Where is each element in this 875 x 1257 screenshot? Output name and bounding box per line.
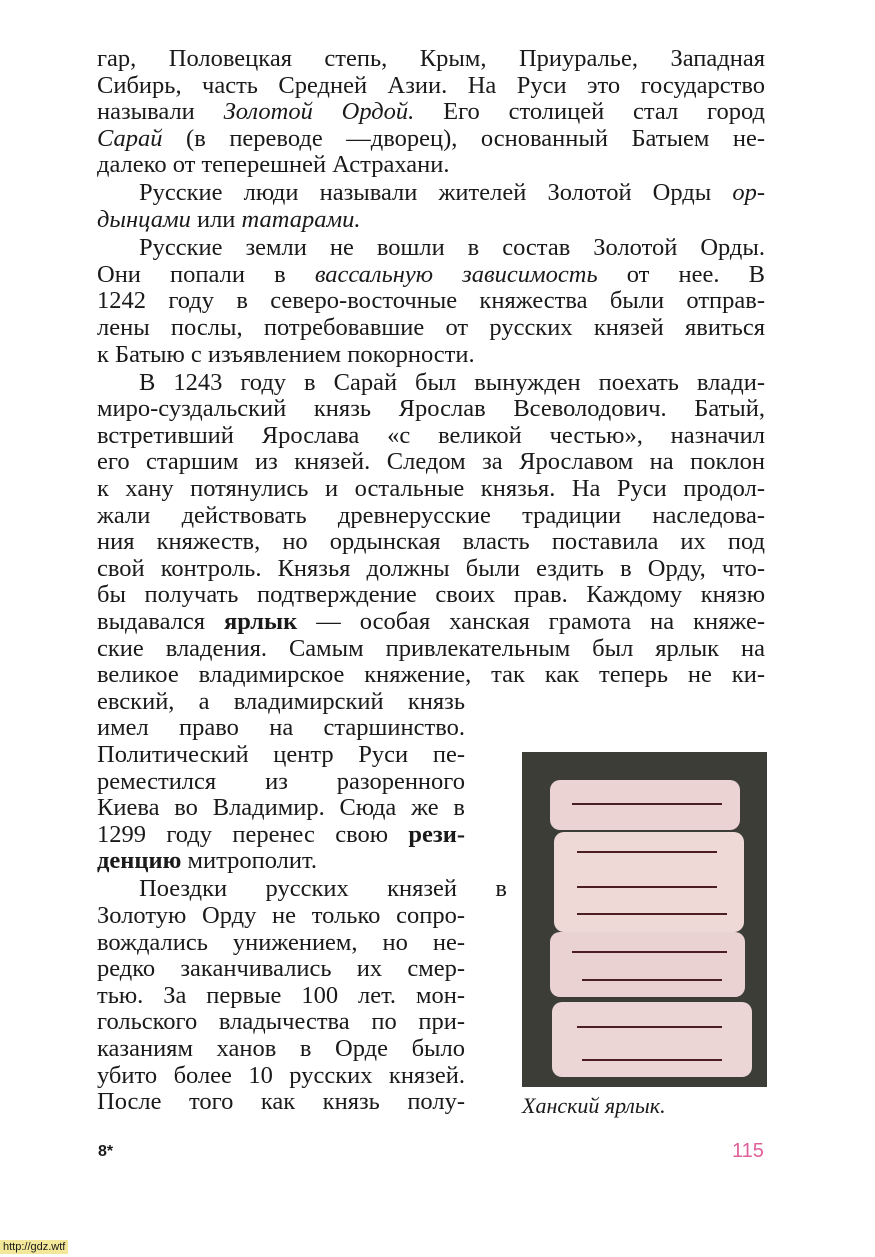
signature-mark: 8* bbox=[98, 1143, 114, 1160]
text-segment: евский, а владимирский князь bbox=[97, 687, 465, 715]
text-segment: встретивший Ярослава «с великой честью», назначил bbox=[97, 421, 765, 449]
text-segment: Политический центр Руси пе- bbox=[97, 740, 465, 768]
text-segment: реместился из разоренного bbox=[97, 767, 465, 795]
text-segment: бы получать подтверждение своих прав. Каждому князю bbox=[97, 581, 765, 609]
text-line bbox=[97, 315, 765, 342]
text-line bbox=[97, 742, 465, 769]
text-segment: жали действовать древнерусские традиции наследова- bbox=[97, 501, 765, 529]
text-segment: выдавался bbox=[97, 607, 225, 635]
text-segment: редко заканчивались их смер- bbox=[97, 955, 465, 983]
text-line bbox=[97, 876, 507, 903]
text-segment: называли bbox=[97, 98, 224, 126]
text-segment: далеко от теперешней Астрахани. bbox=[97, 151, 450, 179]
italic-term: татарами. bbox=[241, 206, 361, 234]
text-line bbox=[97, 262, 765, 289]
text-segment: ские владения. Самым привлекательным был ярлык на bbox=[97, 634, 765, 662]
text-segment: лены послы, потребовавшие от русских князей явиться bbox=[97, 313, 765, 341]
text-line bbox=[97, 46, 765, 73]
text-segment: Поездки русских князей в bbox=[139, 875, 507, 903]
text-line bbox=[97, 503, 765, 530]
text-line bbox=[97, 235, 765, 262]
text-segment: к Батыю с изъявлением покорности. bbox=[97, 340, 475, 368]
text-segment: (в переводе —дворец), основанный Батыем не- bbox=[162, 124, 765, 152]
text-line bbox=[97, 903, 465, 930]
text-line bbox=[97, 930, 465, 957]
text-line bbox=[97, 1063, 465, 1090]
text-line bbox=[97, 423, 765, 450]
bold-term: ярлык bbox=[224, 607, 298, 635]
text-segment: — особая ханская грамота на княже- bbox=[297, 607, 765, 635]
text-line bbox=[97, 582, 765, 609]
text-line bbox=[97, 769, 465, 796]
page-number: 115 bbox=[732, 1140, 764, 1162]
italic-term: дынцами bbox=[97, 206, 191, 234]
text-segment: 1242 году в северо-восточные княжества были отправ- bbox=[97, 287, 765, 315]
text-line bbox=[97, 848, 465, 875]
text-segment: После того как князь полу- bbox=[97, 1088, 465, 1116]
bold-term: денцию bbox=[97, 847, 182, 875]
text-line bbox=[97, 822, 465, 849]
text-segment: Русские земли не вошли в состав Золотой Орды. bbox=[139, 234, 765, 262]
text-line bbox=[97, 689, 465, 716]
figure-caption: Ханский ярлык. bbox=[522, 1093, 666, 1118]
text-line bbox=[97, 956, 465, 983]
italic-term: Сарай bbox=[97, 124, 163, 152]
text-line bbox=[97, 99, 765, 126]
text-line bbox=[97, 609, 765, 636]
text-line bbox=[97, 983, 465, 1010]
text-segment: свой контроль. Князья должны были ездить в Орду, что- bbox=[97, 554, 765, 582]
text-segment: В 1243 году в Сарай был вынужден поехать влади- bbox=[139, 368, 765, 396]
text-segment: Его столицей стал город bbox=[414, 98, 766, 126]
text-line bbox=[97, 556, 765, 583]
text-line bbox=[97, 662, 765, 689]
text-segment: имел право на старшинство. bbox=[97, 714, 465, 742]
text-line bbox=[97, 449, 765, 476]
italic-term: ор- bbox=[732, 179, 765, 207]
text-line bbox=[97, 636, 765, 663]
text-line bbox=[97, 73, 765, 100]
text-line bbox=[97, 207, 765, 234]
text-segment: миро-суздальский князь Ярослав Всеволодович. Батый, bbox=[97, 395, 765, 423]
italic-term: вассальную зависимость bbox=[314, 260, 598, 288]
text-segment: тью. За первые 100 лет. мон- bbox=[97, 981, 465, 1009]
text-segment: убито более 10 русских князей. bbox=[97, 1061, 465, 1089]
text-segment: вождались унижением, но не- bbox=[97, 928, 465, 956]
text-segment: или bbox=[190, 206, 242, 234]
text-line bbox=[97, 152, 765, 179]
text-line bbox=[97, 715, 465, 742]
text-segment: к хану потянулись и остальные князья. На Руси продол- bbox=[97, 475, 765, 502]
italic-term: Золотой Ордой. bbox=[223, 98, 415, 126]
text-segment: гар, Половецкая степь, Крым, Приуралье, Западная bbox=[97, 45, 765, 72]
text-line bbox=[97, 180, 765, 207]
text-line bbox=[97, 370, 765, 397]
text-segment: гольского владычества по при- bbox=[97, 1008, 465, 1036]
text-line bbox=[97, 1089, 465, 1116]
text-segment: от нее. В bbox=[597, 260, 765, 288]
text-line bbox=[97, 476, 765, 503]
khan-yarlyk-photo bbox=[522, 752, 767, 1087]
text-line bbox=[97, 529, 765, 556]
text-line bbox=[97, 795, 465, 822]
text-segment: великое владимирское княжение, так как теперь не ки- bbox=[97, 661, 765, 689]
text-line bbox=[97, 126, 765, 153]
text-line bbox=[97, 342, 765, 369]
text-segment: ния княжеств, но ордынская власть поставила их под bbox=[97, 528, 765, 556]
text-line bbox=[97, 396, 765, 423]
text-segment: его старшим из князей. Следом за Ярославом на поклон bbox=[97, 448, 765, 476]
text-segment: Сибирь, часть Средней Азии. На Руси это государство bbox=[97, 71, 765, 99]
text-segment: митрополит. bbox=[181, 847, 317, 875]
text-line bbox=[97, 1009, 465, 1036]
text-segment: Русские люди называли жителей Золотой Орды bbox=[139, 179, 733, 207]
text-segment: казаниям ханов в Орде было bbox=[97, 1034, 465, 1062]
bold-term: рези- bbox=[408, 820, 465, 848]
watermark-link[interactable]: http://gdz.wtf bbox=[0, 1240, 68, 1254]
text-segment: 1299 году перенес свою bbox=[97, 820, 409, 848]
text-segment: Они попали в bbox=[97, 260, 315, 288]
text-segment: Золотую Орду не только сопро- bbox=[97, 902, 465, 929]
text-line bbox=[97, 1036, 465, 1063]
text-segment: Киева во Владимир. Сюда же в bbox=[97, 794, 465, 822]
text-line bbox=[97, 288, 765, 315]
